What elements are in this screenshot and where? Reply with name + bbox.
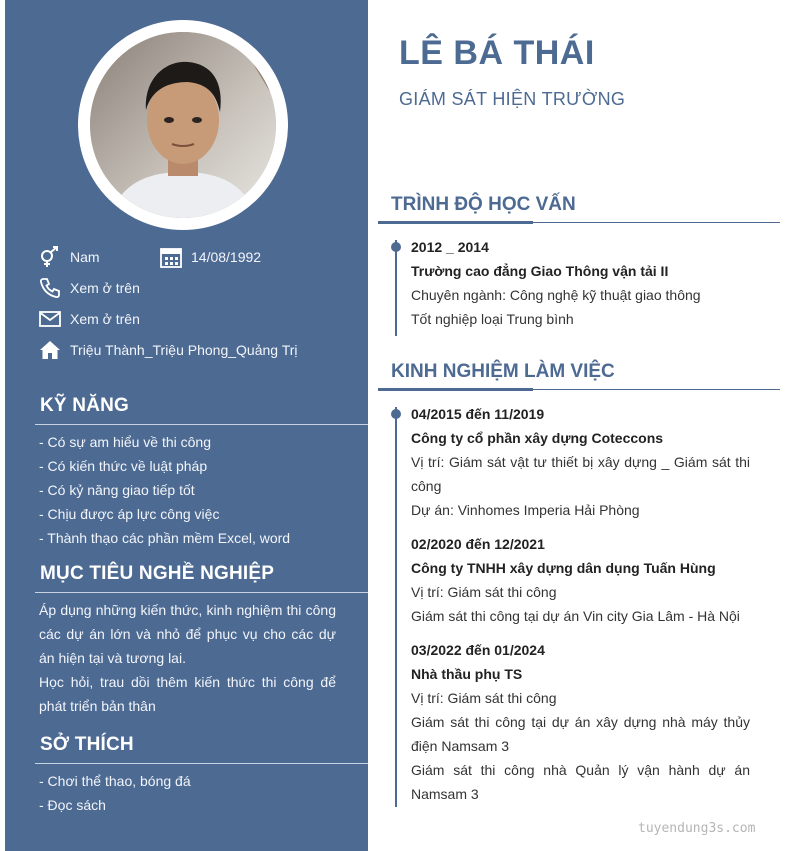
job-company: Nhà thầu phụ TS [411, 666, 523, 682]
objective-heading: MỤC TIÊU NGHỀ NGHIỆP [40, 563, 275, 584]
hobbies-divider [35, 763, 368, 764]
timeline-dot [391, 242, 401, 252]
education-heading: TRÌNH ĐỘ HỌC VẤN [391, 194, 576, 215]
home-icon [39, 339, 61, 361]
objective-paragraph: Áp dụng những kiến thức, kinh nghiệm thi công các dự án lớn và nhỏ để phục vụ cho các dự án hiện tại và tương lai. [39, 602, 336, 666]
list-item: - Chịu được áp lực công việc [39, 506, 220, 522]
watermark: tuyendung3s.com [638, 821, 756, 836]
job-company: Công ty cổ phần xây dựng Coteccons [411, 430, 664, 446]
person-name: LÊ BÁ THÁI [399, 34, 595, 72]
skills-heading: KỸ NĂNG [40, 395, 130, 416]
phone-row [39, 277, 140, 299]
job-entry [411, 638, 750, 806]
job-detail: Giám sát thi công tại dự án Vin city Gia Lâm - Hà Nội [411, 608, 740, 624]
sidebar [5, 0, 368, 851]
experience-heading: KINH NGHIỆM LÀM VIỆC [391, 361, 615, 382]
objective-paragraph: Học hỏi, trau dồi thêm kiến thức thi công để phát triển bản thân [39, 674, 336, 714]
phone-text: Xem ở trên [70, 280, 140, 296]
list-item: - Có sự am hiểu về thi công [39, 434, 212, 450]
job-entry [411, 532, 750, 628]
gender-row [39, 246, 100, 268]
objective-divider [35, 592, 368, 593]
job-period: 03/2022 đến 01/2024 [411, 642, 545, 658]
dob-text: 14/08/1992 [191, 249, 262, 265]
experience-timeline [395, 407, 397, 807]
list-item: - Có kỷ năng giao tiếp tốt [39, 482, 195, 498]
education-entry [411, 235, 750, 331]
hobbies-heading: SỞ THÍCH [40, 734, 134, 755]
job-period: 04/2015 đến 11/2019 [411, 406, 545, 422]
avatar [90, 32, 276, 218]
dob-row [160, 246, 261, 268]
education-divider-accent [378, 221, 533, 224]
address-row [39, 339, 298, 361]
list-item: - Thành thạo các phần mềm Excel, word [39, 530, 291, 546]
mail-icon [39, 308, 61, 330]
objective-text [39, 598, 336, 718]
phone-icon [39, 277, 61, 299]
job-detail: Vị trí: Giám sát thi công [411, 690, 557, 706]
experience-divider-accent [378, 388, 533, 391]
avatar-frame [78, 20, 288, 230]
list-item: - Đọc sách [39, 797, 106, 813]
hobbies-list [39, 769, 191, 817]
gender-text: Nam [70, 249, 100, 265]
calendar-icon [160, 246, 182, 268]
address-text: Triệu Thành_Triệu Phong_Quảng Trị [70, 342, 298, 358]
education-school: Trường cao đẳng Giao Thông vận tải II [411, 263, 669, 279]
education-grade: Tốt nghiệp loại Trung bình [411, 311, 574, 327]
job-detail: Vị trí: Giám sát vật tư thiết bị xây dựng _ Giám sát thi công [411, 454, 750, 494]
list-item: - Chơi thể thao, bóng đá [39, 773, 191, 789]
list-item: - Có kiến thức về luật pháp [39, 458, 208, 474]
job-detail: Dự án: Vinhomes Imperia Hải Phòng [411, 502, 640, 518]
email-row [39, 308, 140, 330]
job-detail: Vị trí: Giám sát thi công [411, 584, 557, 600]
gender-icon [39, 246, 61, 268]
job-period: 02/2020 đến 12/2021 [411, 536, 545, 552]
education-major: Chuyên ngành: Công nghệ kỹ thuật giao thông [411, 287, 701, 303]
skills-list [39, 430, 290, 550]
job-entry [411, 402, 750, 522]
skills-divider [35, 424, 368, 425]
education-timeline [395, 240, 397, 336]
education-period: 2012 _ 2014 [411, 239, 489, 255]
job-company: Công ty TNHH xây dựng dân dụng Tuấn Hùng [411, 560, 716, 576]
timeline-dot [391, 409, 401, 419]
email-text: Xem ở trên [70, 311, 140, 327]
job-detail: Giám sát thi công nhà Quản lý vận hành dự án Namsam 3 [411, 762, 750, 802]
job-detail: Giám sát thi công tại dự án xây dựng nhà máy thủy điện Namsam 3 [411, 714, 750, 754]
job-title: GIÁM SÁT HIỆN TRƯỜNG [399, 89, 626, 109]
